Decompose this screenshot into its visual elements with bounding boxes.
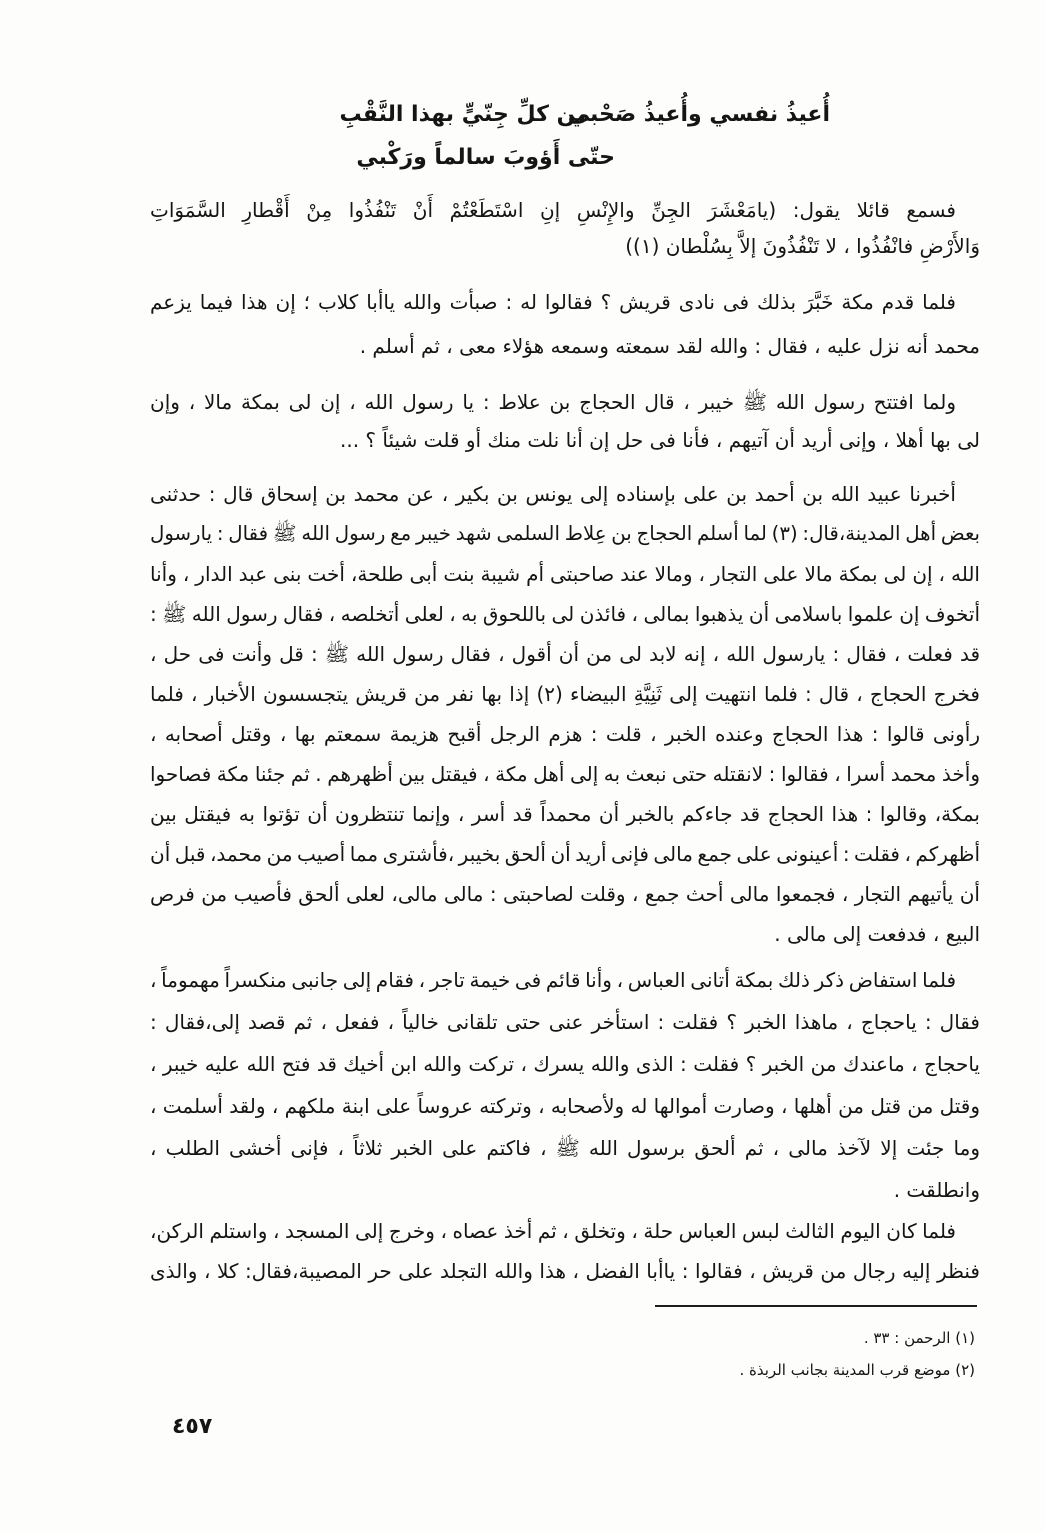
- text-line: [150, 959, 980, 1001]
- line-text: فخرج الحجاج ، قال : فلما انتهيت إلى ثَنِيَّةِ البيضاء (٢) إذا بها نفر من قريش يتجسسون الأخبار ، فلما: [150, 682, 980, 706]
- text-line: [150, 1043, 980, 1085]
- text-line: [150, 324, 980, 368]
- line-text: فقال : ياحجاج ، ماهذا الخبر ؟ فقلت : استأخر عنى حتى تلقانى خالياً ، ففعل ، ثم قصد إلى،فقال :: [150, 1010, 980, 1034]
- line-text: فلما قدم مكة خَبَّرَ بذلك فى نادى قريش ؟ فقالوا له : صبأت والله ياأبا كلاب ؛ إن هذا فيما يزعم: [150, 290, 956, 314]
- text-line: [150, 914, 980, 954]
- line-text: أخبرنا عبيد الله بن أحمد بن على بإسناده إلى يونس بن بكير ، عن محمد بن إسحاق قال : حدثنى: [150, 482, 956, 506]
- text-line: [150, 714, 980, 754]
- text-line: [150, 228, 980, 264]
- line-text: قد فعلت ، فقال : يارسول الله ، إنه لابد لى من أن أقول ، فقال رسول الله ﷺ : قل وأنت فى حل ،: [150, 642, 980, 666]
- line-text: الله ، إن لى بمكة مالا على التجار ، ومالا عند صاحبتى أم شيبة بنت أبى طلحة، أخت بنى عبد الدار ، وأنا: [150, 562, 980, 586]
- text-line: [150, 1001, 980, 1043]
- line-text: وما جئت إلا لآخذ مالى ، ثم ألحق برسول الله ﷺ ، فاكتم على الخبر ثلاثاً ، فإنى أخشى الطلب ،: [150, 1136, 980, 1160]
- line-text: البيع ، فدفعت إلى مالى .: [774, 922, 980, 946]
- verse-first-hemistich: أُعيذُ نفسي وأُعيذُ صَحْبي: [567, 102, 830, 127]
- text-line: [150, 834, 980, 874]
- paragraph: [150, 192, 980, 264]
- text-line: [150, 554, 980, 594]
- line-text: بعض أهل المدينة،قال: (٣) لما أسلم الحجاج بن عِلاط السلمى شهد خيبر مع رسول الله ﷺ فقال : يارسول: [150, 522, 980, 545]
- line-text: رأونى قالوا : هذا الحجاج وعنده الخبر ، قلت : هزم الرجل أقبح هزيمة سمعتم بها ، وقتل أصحابه ،: [150, 722, 980, 746]
- line-text: أظهركم ، فقلت : أعينونى على جمع مالى فإنى أريد أن ألحق بخيبر ،فأشترى مما أصيب من محمد، قبل أن: [150, 842, 980, 866]
- line-text: وَالأَرْضِ فانْفُذُوا ، لا تَنْفُذُونَ إلاَّ بِسُلْطان (١)): [625, 234, 980, 258]
- text-line: [150, 421, 980, 459]
- text-line: [150, 383, 980, 421]
- text-line: [150, 674, 980, 714]
- line-text: لى بها أهلا ، وإنى أريد أن آتيهم ، فأنا فى حل إن أنا نلت منك أو قلت شيئاً ؟ ...: [340, 428, 980, 452]
- line-text: وقتل من قتل من أهلها ، وصارت أموالها له ولأصحابه ، وتركته عروساً على ابنة ملكهم ، ولقد أسلمت ،: [150, 1094, 980, 1118]
- text-line: [150, 1251, 980, 1291]
- text-line: [150, 594, 980, 634]
- text-line: [150, 1211, 980, 1251]
- line-text: أن يأتيهم التجار ، فجمعوا مالى أحث جمع ، وقلت لصاحبتى : مالى مالى، لعلى ألحق فأصيب من فرص: [150, 882, 980, 906]
- text-line: [150, 1127, 980, 1169]
- footnote: (١) الرحمن : ٣٣ .: [863, 1329, 975, 1347]
- line-text: بمكة، وقالوا : هذا الحجاج قد جاءكم بالخبر أن محمداً قد أسر ، وإنما تنتظرون أن تؤتوا به فيقتل بين: [150, 802, 980, 826]
- text-line: [150, 192, 980, 228]
- footnote: (٢) موضع قرب المدينة بجانب الربذة .: [739, 1361, 975, 1379]
- text-line: [150, 514, 980, 554]
- line-text: فنظر إليه رجال من قريش ، فقالوا : ياأبا الفضل ، هذا والله التجلد على حر المصيبة،فقال: كلا ، والذى: [150, 1259, 980, 1283]
- footnote-divider: [655, 1305, 977, 1307]
- text-line: [150, 280, 980, 324]
- line-text: فلما استفاض ذكر ذلك بمكة أتانى العباس ، وأنا قائم فى خيمة تاجر ، فقام إلى جانبى منكسراً مهموماً ،: [150, 968, 956, 992]
- line-text: وأخذ محمد أسرا ، فقالوا : لانقتله حتى نبعث به إلى أهل مكة ، فيقتل بين أظهرهم . ثم جئنا مكة فصاحوا: [150, 762, 980, 786]
- text-line: [150, 474, 980, 514]
- line-text: محمد أنه نزل عليه ، فقال : والله لقد سمعته وسمعه هؤلاء معى ، ثم أسلم .: [359, 334, 980, 358]
- line-text: ياحجاج ، ماعندك من الخبر ؟ فقلت : الذى والله يسرك ، تركت والله ابن أخيك قد فتح الله عليه خيبر ،: [150, 1052, 980, 1076]
- line-text: أتخوف إن علموا باسلامى أن يذهبوا بمالى ، فائذن لى باللحوق به ، لعلى أتخلصه ، فقال رسول الله ﷺ :: [150, 602, 980, 626]
- page-number: ٤٥٧: [172, 1414, 213, 1439]
- paragraph: [150, 1211, 980, 1291]
- text-line: [150, 874, 980, 914]
- text-line: [150, 634, 980, 674]
- paragraph: [150, 383, 980, 459]
- paragraph: [150, 280, 980, 368]
- text-line: [150, 1169, 980, 1211]
- verse-closing-line: حتّى أَؤوبَ سالماً ورَكْبي: [356, 145, 615, 170]
- line-text: فلما كان اليوم الثالث لبس العباس حلة ، وتخلق ، ثم أخذ عصاه ، وخرج إلى المسجد ، واستلم الركن،: [150, 1219, 956, 1243]
- text-line: [150, 1085, 980, 1127]
- text-line: [150, 794, 980, 834]
- paragraph: [150, 474, 980, 954]
- verse-second-hemistich: من كلِّ جِنّيٍّ بهذا النَّقْبِ: [339, 102, 590, 127]
- line-text: ولما افتتح رسول الله ﷺ خيبر ، قال الحجاج بن علاط : يا رسول الله ، إن لى بمكة مالا ، وإن: [150, 390, 956, 414]
- line-text: وانطلقت .: [893, 1178, 980, 1202]
- line-text: فسمع قائلا يقول: (يامَعْشَرَ الجِنِّ والإِنْسِ إنِ اسْتَطَعْتُمْ أَنْ تَنْفُذُوا مِنْ أَقْطارِ السَّمَوَاتِ: [150, 198, 956, 222]
- text-line: [150, 754, 980, 794]
- paragraph: [150, 959, 980, 1211]
